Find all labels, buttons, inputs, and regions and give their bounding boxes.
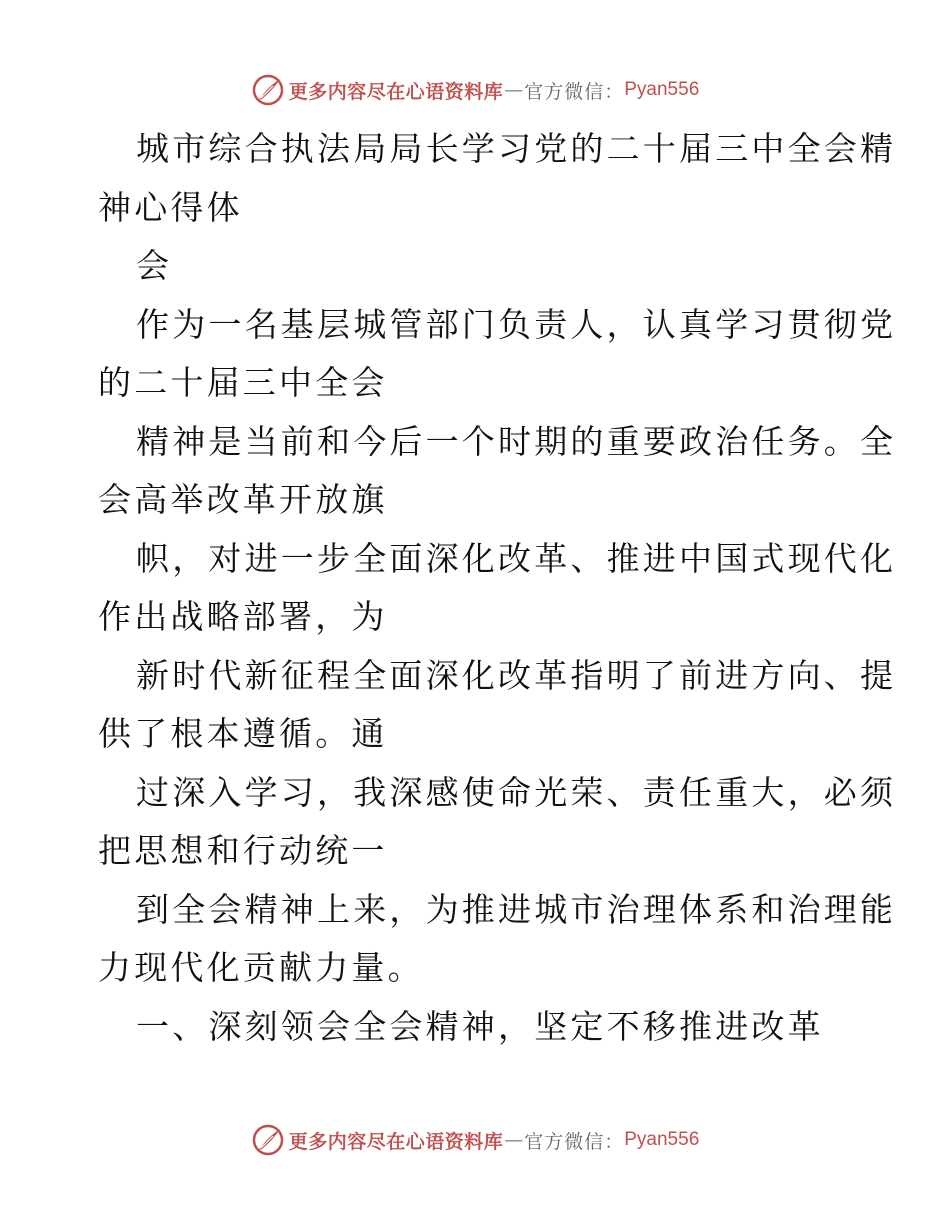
watermark-separator: — xyxy=(504,1129,524,1151)
paragraph-line: 把思想和行动统一 xyxy=(98,831,388,870)
title-line-2: 神心得体 xyxy=(98,187,243,227)
document-body xyxy=(98,120,897,1056)
watermark-separator: — xyxy=(504,79,524,101)
paragraph-line: 精神是当前和今后一个时期的重要政治任务。全 xyxy=(136,421,897,461)
watermark-brand: 更多内容尽在心语资料库 xyxy=(288,80,504,103)
watermark-label: 官方微信： xyxy=(524,80,625,103)
paragraph-line: 帜，对进一步全面深化改革、推进中国式现代化 xyxy=(136,538,897,578)
paragraph-line: 力现代化贡献力量。 xyxy=(98,948,424,987)
paragraph-line: 会高举改革开放旗 xyxy=(98,480,388,519)
footer-watermark xyxy=(0,1120,950,1160)
section-heading: 一、深刻领会全会精神，坚定不移推进改革 xyxy=(136,1006,824,1046)
title-line-3: 会 xyxy=(136,246,173,285)
paragraph-line: 供了根本遵循。通 xyxy=(98,714,388,753)
paragraph-line: 的二十届三中全会 xyxy=(98,363,388,402)
watermark-account: Pyan556 xyxy=(624,1129,700,1150)
feather-pen-logo-icon xyxy=(251,73,285,107)
watermark-account: Pyan556 xyxy=(624,79,700,100)
watermark-label: 官方微信： xyxy=(524,1130,625,1153)
paragraph-line: 新时代新征程全面深化改革指明了前进方向、提 xyxy=(136,655,897,695)
paragraph-line: 过深入学习，我深感使命光荣、责任重大，必须 xyxy=(136,772,897,812)
watermark-brand: 更多内容尽在心语资料库 xyxy=(288,1130,504,1153)
header-watermark xyxy=(0,70,950,110)
paragraph-line: 作出战略部署，为 xyxy=(98,597,388,636)
feather-pen-logo-icon xyxy=(251,1123,285,1157)
paragraph-line: 作为一名基层城管部门负责人，认真学习贯彻党 xyxy=(136,304,897,344)
title-line-1: 城市综合执法局局长学习党的二十届三中全会精 xyxy=(136,129,897,168)
paragraph-line: 到全会精神上来，为推进城市治理体系和治理能 xyxy=(136,889,897,929)
